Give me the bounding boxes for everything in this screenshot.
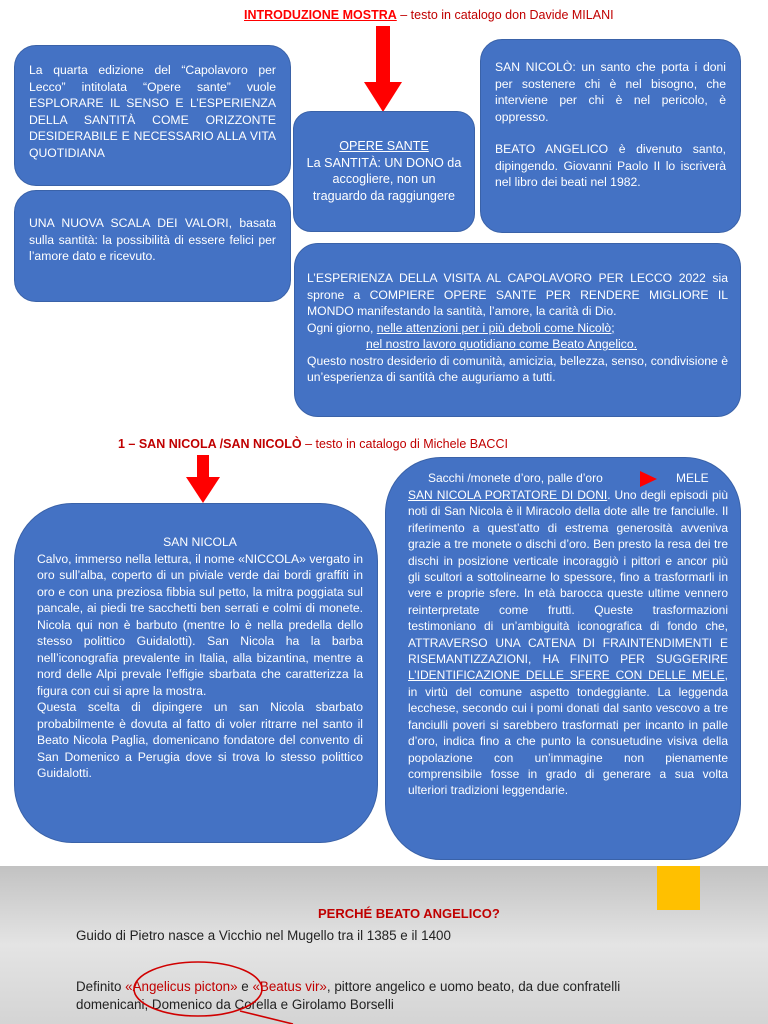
gifts-header	[408, 470, 728, 487]
opere-sante-box	[293, 111, 475, 232]
angelico-defined-and: e	[237, 979, 253, 994]
experience-wish: Questo nostro desiderio di comunità, amicizia, bellezza, senso, condivisione è un’esperienza di santità che auguriamo a tutti.	[307, 353, 728, 384]
opere-sante-title: OPERE SANTE	[339, 139, 429, 153]
san-nicola-title: SAN NICOLA	[163, 535, 237, 549]
angelico-defined-lead: Definito	[76, 979, 126, 994]
gifts-lead: SAN NICOLA PORTATORE DI DONI	[408, 488, 608, 502]
angelico-defined-rest: , pittore angelico e uomo beato, da due confratelli	[326, 979, 621, 994]
gifts-text-1: . Uno degli episodi più noti di San Nicola è il Miracolo della dote alle tre fanciulle. Il riferimento a quest’atto di estrema generosità avveniva grazie a tre monete o dischi d’oro. Ben presto la resa dei tre dischi in posizione verticale incoraggiò i pittori e ancor più gli scultori a sottolinearne lo spessore, fino a trasformarli in vere e proprie sfere. In età barocca queste ultime vennero reinterpretate come frutti. Queste trasformazioni testimoniano di un’ambiguità iconografica di fondo che, ATTRAVERSO UNA CATENA DI FRAINTENDIMENTI E RISEMANTIZZAZIONI, HA FINITO PER SUGGERIRE	[408, 488, 728, 667]
angelico-confratelli: domenicani, Domenico da Corella e Girolamo Borselli	[76, 997, 394, 1012]
san-nicola-shaved: Questa scelta di dipingere un san Nicola sbarbato probabilmente è dovuta al fatto di voler ritrarre nel santo il Beato Nicola Paglia, domenicano fondatore del convento di San Domenico a Perugia dove si trova lo stesso polittico Guidalotti.	[37, 700, 363, 780]
edition-box	[14, 45, 291, 186]
san-nicola-box	[14, 503, 378, 843]
section1-heading-title: 1 – SAN NICOLA /SAN NICOLÒ	[118, 437, 302, 451]
gifts-body	[408, 487, 728, 799]
experience-box	[294, 243, 741, 417]
angelicus-pictor-quote: «Angelicus picton»	[125, 979, 238, 994]
gifts-text-2: , in virtù del comune aspetto tondeggiante. La leggenda lecchese, secondo cui i pomi donati dal santo vescovo a tre fanciulli poveri si sarebbero trasformati per incanto in palle d’oro, indica fino a che punto la consuetudine visiva della popolazione con un’immagine non pienamente comprensibile fosse in grado di generare a sua volta ulteriori tradizioni leggendarie.	[408, 668, 728, 798]
experience-weakest: nelle attenzioni per i più deboli come Nicolò;	[376, 320, 615, 335]
gold-accent-bar	[657, 866, 700, 910]
saints-box	[480, 39, 741, 233]
intro-heading-title: INTRODUZIONE MOSTRA	[244, 8, 397, 22]
down-arrow-icon	[186, 455, 220, 503]
beatus-vir-quote: «Beatus vir»	[252, 979, 327, 994]
down-arrow-icon	[364, 26, 402, 112]
experience-daily	[307, 320, 728, 337]
experience-work: nel nostro lavoro quotidiano come Beato Angelico.	[366, 337, 638, 351]
play-arrow-icon	[640, 471, 657, 487]
intro-heading	[244, 8, 614, 22]
angelico-slide	[0, 866, 768, 1024]
gifts-header-apples: MELE	[676, 471, 709, 485]
intro-heading-source: – testo in catalogo don Davide MILANI	[396, 8, 614, 22]
angelico-birth: Guido di Pietro nasce a Vicchio nel Mugello tra il 1385 e il 1400	[76, 928, 451, 943]
edition-text: La quarta edizione del “Capolavoro per Lecco” intitolata “Opere sante” vuole ESPLORARE IL SENSO E L’ESPERIENZA DELLA SANTITÀ COME ORIZZONTE DESIDERABILE E NECESSARIO ALLA VITA QUOTIDIANA	[29, 63, 276, 160]
san-nicola-gifts-box	[385, 457, 741, 860]
section1-heading	[118, 437, 508, 451]
gifts-header-gold: Sacchi /monete d’oro, palle d’oro	[428, 471, 603, 485]
experience-daily-lead: Ogni giorno,	[307, 320, 377, 335]
angelico-saint-text: BEATO ANGELICO è divenuto santo, dipingendo. Giovanni Paolo II lo iscriverà nel libro dei beati nel 1982.	[495, 142, 726, 189]
angelico-title: PERCHÉ BEATO ANGELICO?	[318, 906, 500, 921]
opere-sante-text: La SANTITÀ: UN DONO da accogliere, non un traguardo da raggiungere	[306, 155, 462, 203]
san-nicola-description: Calvo, immerso nella lettura, il nome «NICCOLA» vergato in oro sull’alba, coperto di un piviale verde dai bordi graffiti in oro e con una preziosa fibbia sul petto, la mitra poggiata sul pancale, ai piedi tre sacchetti ben serrati e colmi di monete. Nicola qui non è barbuto (mentre lo è nella predella dello stesso polittico Guidalotti). San Nicola ha la barba nell’iconografia prevalente in Italia, alla bizantina, mentre a nord delle Alpi prevale l’effigie sbarbata che caratterizza la figura con cui si apre la mostra.	[37, 551, 363, 698]
section1-heading-source: – testo in catalogo di Michele BACCI	[301, 437, 508, 451]
gifts-apples-identification: L’IDENTIFICAZIONE DELLE SFERE CON DELLE MELE	[408, 668, 725, 683]
nicolo-saint-text: SAN NICOLÒ: un santo che porta i doni per sostenere chi è nel bisogno, che interviene per chi è nel pericolo, è oppresso.	[495, 60, 726, 124]
red-circle-annotation	[125, 956, 295, 1024]
scale-box	[14, 190, 291, 302]
scale-text: UNA NUOVA SCALA DEI VALORI, basata sulla santità: la possibilità di essere felici per l’amore dato e ricevuto.	[29, 216, 276, 263]
experience-intro: L’ESPERIENZA DELLA VISITA AL CAPOLAVORO PER LECCO 2022 sia sprone a COMPIERE OPERE SANTE PER RENDERE MIGLIORE IL MONDO manifestando la santità, l’amore, la carità di Dio.	[307, 271, 728, 318]
